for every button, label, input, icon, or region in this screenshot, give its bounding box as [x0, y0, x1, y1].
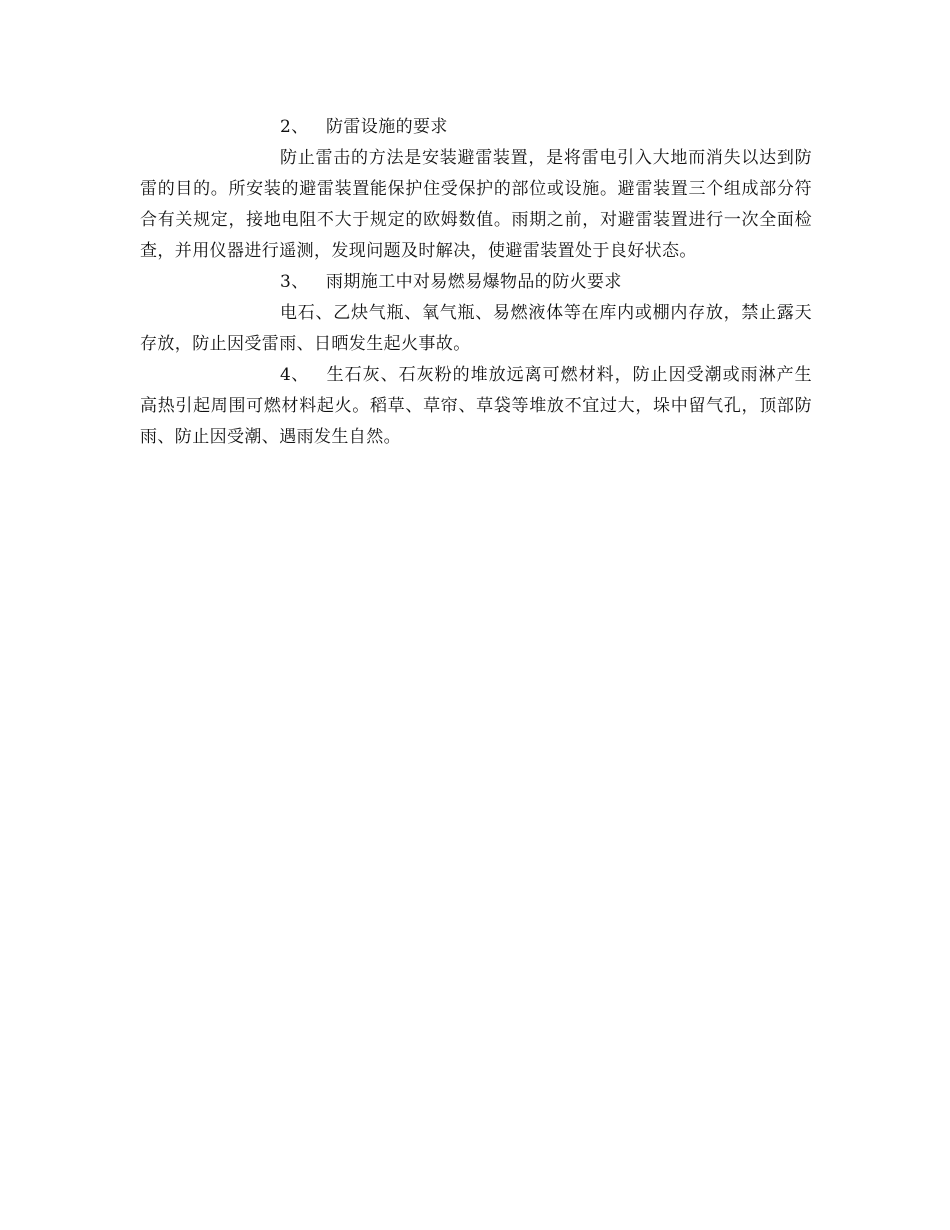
section-heading-3 [140, 267, 812, 298]
section-paragraph-3: 电石、乙炔气瓶、氧气瓶、易燃液体等在库内或棚内存放，禁止露天存放，防止因受雷雨、日晒发生起火事故。 [140, 303, 812, 354]
document-body [140, 112, 812, 453]
section-title: 雨期施工中对易燃易爆物品的防火要求 [326, 272, 622, 292]
section-paragraph-4 [140, 360, 812, 453]
section-number: 4、 [280, 365, 309, 385]
section-text: 生石灰、石灰粉的堆放远离可燃材料，防止因受潮或雨淋产生高热引起周围可燃材料起火。稻草、草帘、草袋等堆放不宜过大，垛中留气孔，顶部防雨、防止因受潮、遇雨发生自然。 [140, 365, 812, 447]
section-title: 防雷设施的要求 [326, 117, 448, 137]
section-number: 2、 [280, 117, 309, 137]
section-heading-2 [140, 112, 812, 143]
section-paragraph-2: 防止雷击的方法是安装避雷装置，是将雷电引入大地而消失以达到防雷的目的。所安装的避雷装置能保护住受保护的部位或设施。避雷装置三个组成部分符合有关规定，接地电阻不大于规定的欧姆数值。雨期之前，对避雷装置进行一次全面检查，并用仪器进行遥测，发现问题及时解决，使避雷装置处于良好状态。 [140, 148, 812, 261]
section-number: 3、 [280, 272, 309, 292]
